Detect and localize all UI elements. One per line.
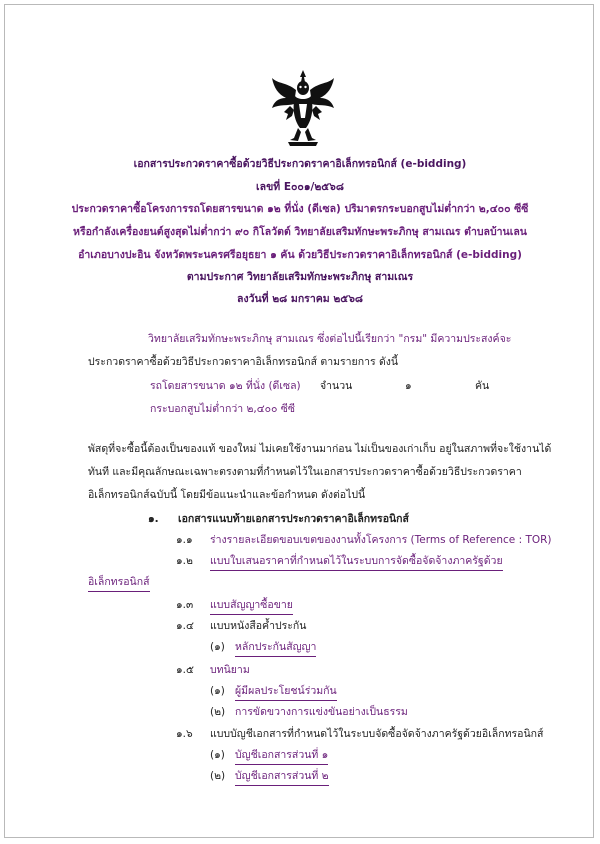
item-1-2-bid-form-link[interactable]: แบบใบเสนอราคาที่กำหนดไว้ในระบบการจัดซื้อจัดจ้างภาครัฐด้วย: [210, 552, 503, 571]
item-1-5-number: ๑.๕: [176, 664, 194, 676]
item-1-5-text: บทนิยาม: [210, 664, 250, 676]
item-1-1-tor-link[interactable]: ร่างรายละเอียดขอบเขตของงานทั้งโครงการ (Terms of Reference : TOR): [210, 534, 552, 546]
item-name: รถโดยสารขนาด ๑๒ ที่นั่ง (ดีเซล): [150, 380, 301, 392]
item-1-6-sub-1-number: (๑): [210, 749, 225, 761]
item-1-5-sub-1-number: (๑): [210, 685, 225, 697]
item-1-3-number: ๑.๓: [176, 599, 194, 611]
section-number: ๑.: [148, 513, 159, 525]
conditions-line-3: อิเล็กทรอนิกส์ฉบับนี้ โดยมีข้อแนะนำและข้อกำหนด ดังต่อไปนี้: [88, 489, 366, 501]
intro-line-2: ประกวดราคาซื้อด้วยวิธีประกวดราคาอิเล็กทรอนิกส์ ตามรายการ ดังนี้: [88, 356, 399, 368]
item-spec: กระบอกสูบไม่ต่ำกว่า ๒,๔๐๐ ซีซี: [150, 403, 296, 415]
item-1-6-sub-1-link[interactable]: บัญชีเอกสารส่วนที่ ๑: [235, 746, 328, 765]
item-1-3-contract-link[interactable]: แบบสัญญาซื้อขาย: [210, 596, 293, 615]
item-1-1-number: ๑.๑: [176, 534, 193, 546]
announcement-date: ลงวันที่ ๒๘ มกราคม ๒๕๖๘: [237, 293, 363, 305]
item-1-6-number: ๑.๖: [176, 728, 193, 740]
subject-line-1: ประกวดราคาซื้อโครงการรถโดยสารขนาด ๑๒ ที่นั่ง (ดีเซล) ปริมาตรกระบอกสูบไม่ต่ำกว่า ๒,๔๐๐ ซีซี: [71, 203, 529, 215]
item-1-4-number: ๑.๔: [176, 620, 194, 632]
item-1-4-sub-1-number: (๑): [210, 641, 225, 653]
item-1-6-text: แบบบัญชีเอกสารที่กำหนดไว้ในระบบจัดซื้อจัดจ้างภาครัฐด้วยอิเล็กทรอนิกส์: [210, 728, 544, 740]
announcement-line: ตามประกาศ วิทยาลัยเสริมทักษะพระภิกษุ สามเณร: [186, 271, 414, 283]
section-title: เอกสารแนบท้ายเอกสารประกวดราคาอิเล็กทรอนิกส์: [178, 513, 409, 525]
subject-line-3: อำเภอบางปะอิน จังหวัดพระนครศรีอยุธยา ๑ คัน ด้วยวิธีประกวดราคาอิเล็กทรอนิกส์ (e-bidding): [78, 249, 522, 261]
item-1-6-sub-2-link[interactable]: บัญชีเอกสารส่วนที่ ๒: [235, 767, 329, 786]
item-1-5-sub-2-link[interactable]: การขัดขวางการแข่งขันอย่างเป็นธรรม: [235, 706, 408, 718]
item-1-5-sub-1-link[interactable]: ผู้มีผลประโยชน์ร่วมกัน: [235, 682, 337, 701]
garuda-emblem-icon: [270, 68, 336, 148]
conditions-line-1: พัสดุที่จะซื้อนี้ต้องเป็นของแท้ ของใหม่ ไม่เคยใช้งานมาก่อน ไม่เป็นของเก่าเก็บ อยู่ในสภาพที่จะใช้งานได้: [88, 443, 552, 455]
item-1-6-sub-2-number: (๒): [210, 770, 226, 782]
item-1-4-text: แบบหนังสือค้ำประกัน: [210, 620, 307, 632]
item-1-4-sub-1-link[interactable]: หลักประกันสัญญา: [235, 638, 316, 657]
intro-line-1: วิทยาลัยเสริมทักษะพระภิกษุ สามเณร ซึ่งต่อไปนี้เรียกว่า "กรม" มีความประสงค์จะ: [148, 333, 512, 345]
item-1-2-number: ๑.๒: [176, 555, 193, 567]
item-unit: คัน: [475, 380, 490, 392]
conditions-line-2: ทันที และมีคุณลักษณะเฉพาะตรงตามที่กำหนดไว้ในเอกสารประกวดราคาซื้อด้วยวิธีประกวดราคา: [88, 466, 522, 478]
item-1-2-bid-form-link-cont[interactable]: อิเล็กทรอนิกส์: [88, 573, 150, 592]
item-qty-label: จำนวน: [320, 380, 353, 392]
document-number: เลขที่ E๐๐๑/๒๕๖๘: [256, 181, 344, 193]
document-title: เอกสารประกวดราคาซื้อด้วยวิธีประกวดราคาอิเล็กทรอนิกส์ (e-bidding): [133, 158, 467, 170]
item-qty-value: ๑: [405, 380, 412, 392]
subject-line-2: หรือกำลังเครื่องยนต์สูงสุดไม่ต่ำกว่า ๙๐ กิโลวัตต์ วิทยาลัยเสริมทักษะพระภิกษุ สามเณร ตำบลบ้านเลน: [73, 226, 527, 238]
item-1-5-sub-2-number: (๒): [210, 706, 226, 718]
